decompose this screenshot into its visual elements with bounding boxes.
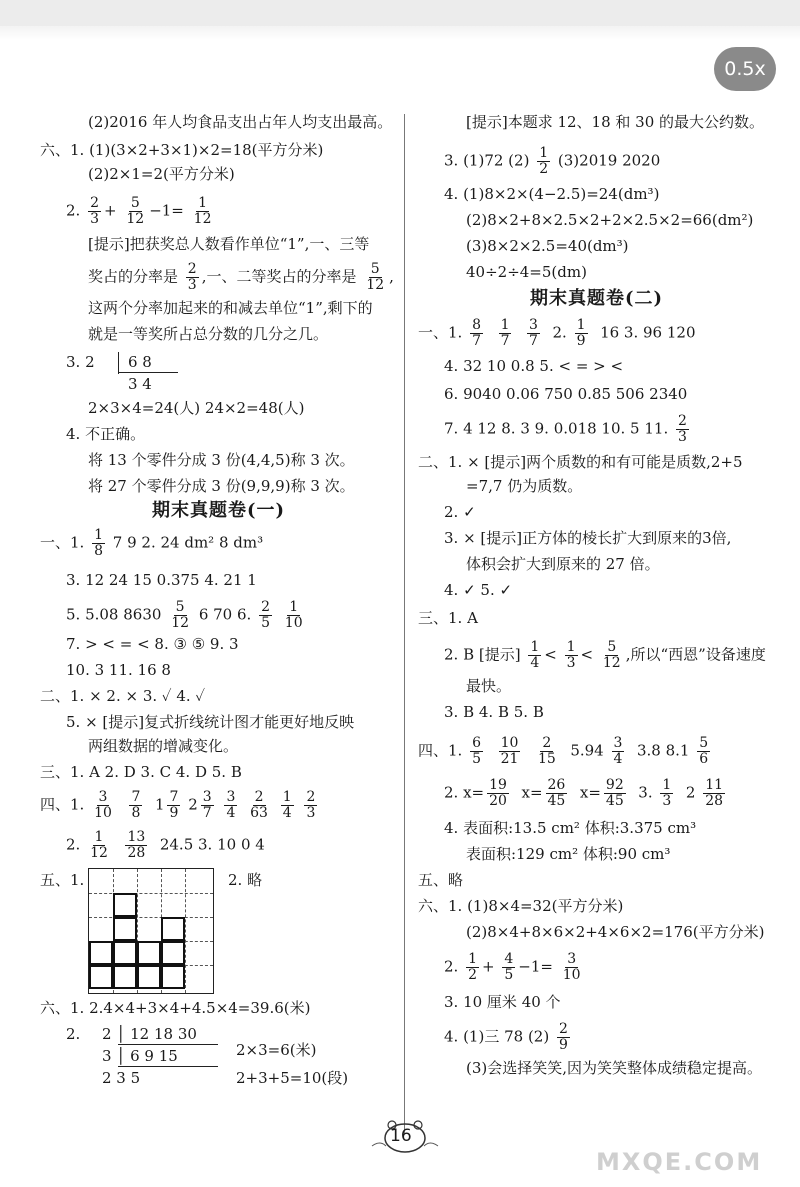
answer-line: 2. ✓ — [444, 503, 476, 521]
fraction: $\frac{3}{10}$ — [562, 951, 581, 983]
fraction-line: 2. $\frac{2}{3}$ + $\frac{5}{12}$ −1= $\frac{1}{12}$ — [66, 195, 212, 227]
fraction: $\frac{1}{7}$ — [500, 317, 510, 349]
answer-line: 一、1. $\frac{1}{8}$ 7 9 2. 24 dm² 8 dm³ — [40, 527, 264, 559]
answer-line: 4. 32 10 0.8 5. < = > < — [444, 357, 624, 375]
section-title: 期末真题卷(二) — [530, 288, 664, 309]
answer-line: 3. (1)72 (2) $\frac{1}{2}$ (3)2019 2020 — [444, 145, 661, 177]
fraction: $\frac{1}{12}$ — [193, 195, 212, 227]
answer-line: (3)会选择笑笑,因为笑笑整体成绩稳定提高。 — [466, 1059, 763, 1077]
answer-line: (3)8×2×2.5=40(dm³) — [466, 237, 629, 255]
answer-line: 2×3×4=24(人) 24×2=48(人) — [88, 399, 305, 417]
fraction: $\frac{7}{9}$ — [169, 789, 179, 821]
fraction: $\frac{2}{5}$ — [261, 599, 270, 631]
fraction: $\frac{5}{12}$ — [171, 599, 190, 631]
answer-line: 4. (1)三 78 (2) $\frac{2}{9}$ — [444, 1021, 568, 1053]
answer-line: 2×3=6(米) — [236, 1041, 317, 1059]
answer-line: 40÷2÷4=5(dm) — [466, 263, 587, 281]
watermark: MXQE.COM — [596, 1148, 763, 1176]
ladder-bar — [118, 1066, 218, 1067]
fraction: $\frac{1}{4}$ — [282, 789, 292, 821]
fraction: $\frac{2}{63}$ — [250, 789, 268, 821]
answer-line: 3. B 4. B 5. B — [444, 703, 544, 721]
answer-line: 7. > < = < 8. ③ ⑤ 9. 3 — [66, 635, 239, 653]
answer-line: (2)2×1=2(平方分米) — [88, 165, 235, 183]
grid-square — [113, 965, 137, 989]
fraction-line: 一、1. $\frac{8}{7}$ $\frac{1}{7}$ $\frac{3}{7}$ 2. $\frac{1}{9}$ 16 3. 96 120 — [418, 317, 696, 349]
fraction: $\frac{1}{9}$ — [576, 317, 586, 349]
block-view-grid — [88, 868, 214, 994]
grid-square — [113, 893, 137, 917]
answer-line: 五、略 — [418, 871, 464, 889]
answer-line: 六、1. (1)(3×2+3×1)×2=18(平方分米) — [40, 141, 324, 159]
fraction: $\frac{4}{5}$ — [504, 951, 514, 983]
answer-line: 二、1. × 2. × 3. ✓ 4. ✓ — [40, 687, 206, 705]
hint-line: 两组数据的增减变化。 — [88, 737, 239, 755]
fraction: $\frac{5}{12}$ — [602, 639, 621, 671]
hint-line: 体积会扩大到原来的 27 倍。 — [466, 555, 660, 573]
ladder-bar — [118, 372, 178, 373]
section-title: 期末真题卷(一) — [152, 500, 286, 521]
fraction-line: 2. $\frac{1}{2}$ + $\frac{4}{5}$ −1= $\frac{3}{10}$ — [444, 951, 581, 983]
fraction: $\frac{7}{8}$ — [131, 789, 141, 821]
fraction: $\frac{2}{3}$ — [678, 413, 687, 445]
fraction: $\frac{6}{5}$ — [472, 735, 482, 767]
fraction: $\frac{5}{6}$ — [699, 735, 709, 767]
top-bar — [0, 0, 800, 26]
fraction: $\frac{1}{8}$ — [94, 527, 104, 559]
fraction: $\frac{3}{7}$ — [202, 789, 212, 821]
fraction: $\frac{1}{3}$ — [566, 639, 576, 671]
fraction: $\frac{92}{45}$ — [605, 777, 624, 809]
fraction-line: 奖占的分率是 $\frac{2}{3}$ ,一、二等奖占的分率是 $\frac{5}{12}$ , — [88, 261, 394, 293]
answer-line: 将 13 个零件分成 3 份(4,4,5)称 3 次。 — [88, 451, 355, 469]
answer-line: 3. 10 厘米 40 个 — [444, 993, 561, 1011]
fraction: $\frac{1}{10}$ — [284, 599, 303, 631]
answer-line: (2)8×4+8×6×2+4×6×2=176(平方分米) — [466, 923, 765, 941]
fraction: $\frac{1}{12}$ — [90, 829, 108, 861]
fraction: $\frac{13}{28}$ — [127, 829, 146, 861]
grid-square — [137, 965, 161, 989]
fraction: $\frac{3}{10}$ — [94, 789, 112, 821]
answer-line: 4. 不正确。 — [66, 425, 146, 443]
hint-line: 最快。 — [466, 677, 512, 695]
answer-line: 2. 略 — [228, 871, 263, 889]
hint-line: 5. × [提示]复式折线统计图才能更好地反映 — [66, 713, 355, 731]
page-number: 16 — [390, 1126, 412, 1146]
answer-line: 6. 9040 0.06 750 0.85 506 2340 — [444, 385, 688, 403]
grid-square — [161, 941, 185, 965]
ladder-row: 3 │ 6 9 15 — [102, 1047, 178, 1065]
grid-square — [161, 965, 185, 989]
fraction: $\frac{26}{45}$ — [547, 777, 566, 809]
hint-line: [提示]把获奖总人数看作单位“1”,一、三等 — [88, 235, 370, 253]
fraction: $\frac{3}{7}$ — [529, 317, 538, 349]
column-divider — [404, 114, 405, 1134]
ladder-bar — [118, 352, 119, 374]
fraction: $\frac{1}{4}$ — [530, 639, 540, 671]
fraction-line: 2. $\frac{1}{12}$ $\frac{13}{28}$ 24.5 3. 10 0 4 — [66, 829, 265, 861]
ladder-start: 3. 2 — [66, 353, 95, 371]
fraction-line: 2. x= $\frac{19}{20}$ x= $\frac{26}{45}$ x= $\frac{92}{45}$ 3. $\frac{1}{3}$ 2 $\frac{11}{28}$ — [444, 777, 724, 809]
grid-square — [113, 941, 137, 965]
fraction: $\frac{11}{28}$ — [705, 777, 724, 809]
answer-line: 4. (1)8×2×(4−2.5)=24(dm³) — [444, 185, 660, 203]
ladder-row: 2 3 5 — [102, 1069, 141, 1087]
hint-line: 3. × [提示]正方体的棱长扩大到原来的3倍, — [444, 529, 732, 547]
fraction: $\frac{1}{3}$ — [662, 777, 672, 809]
item-number: 2. — [66, 201, 81, 220]
hint-line: 2. B [提示] $\frac{1}{4}$ < $\frac{1}{3}$ < $\frac{5}{12}$ ,所以“西恩”设备速度 — [444, 639, 766, 671]
grid-square — [89, 941, 113, 965]
fraction: $\frac{10}{21}$ — [500, 735, 519, 767]
fraction: $\frac{2}{3}$ — [306, 789, 316, 821]
answer-line: 六、1. (1)8×4=32(平方分米) — [418, 897, 624, 915]
answer-line: 2+3+5=10(段) — [236, 1069, 349, 1087]
fraction: $\frac{3}{4}$ — [226, 789, 236, 821]
answer-line: 将 27 个零件分成 3 份(9,9,9)称 3 次。 — [88, 477, 355, 495]
fraction: $\frac{2}{3}$ — [90, 195, 100, 227]
fraction: $\frac{2}{3}$ — [187, 261, 197, 293]
fraction: $\frac{1}{2}$ — [539, 145, 549, 177]
answer-line: 5. 5.08 8630 $\frac{5}{12}$ 6 70 6. $\frac{2}{5}$ $\frac{1}{10}$ — [66, 599, 303, 631]
answer-line: 4. ✓ 5. ✓ — [444, 581, 513, 599]
fraction: $\frac{3}{4}$ — [613, 735, 623, 767]
grid-square — [161, 917, 185, 941]
ladder-row: 6 8 — [128, 353, 152, 371]
fraction: $\frac{2}{9}$ — [558, 1021, 568, 1053]
answer-line: 三、1. A 2. D 3. C 4. D 5. B — [40, 763, 242, 781]
answer-line: 10. 3 11. 16 8 — [66, 661, 171, 679]
grid-square — [89, 965, 113, 989]
answer-line: 7. 4 12 8. 3 9. 0.018 10. 5 11. $\frac{2}{3}$ — [444, 413, 687, 445]
grid-square — [113, 917, 137, 941]
ladder-row: 2 │ 12 18 30 — [102, 1025, 197, 1043]
answer-line: 六、1. 2.4×4+3×4+4.5×4=39.6(米) — [40, 999, 311, 1017]
fraction-line: 四、1. $\frac{6}{5}$ $\frac{10}{21}$ $\frac{2}{15}$ 5.94 $\frac{3}{4}$ 3.8 8.1 $\frac{5}{6}$ — [418, 735, 709, 767]
grid-square — [137, 941, 161, 965]
answer-line: 五、1. — [40, 871, 85, 889]
top-shade — [0, 26, 800, 40]
answer-line: 4. 表面积:13.5 cm² 体积:3.375 cm³ — [444, 819, 697, 837]
fraction: $\frac{8}{7}$ — [472, 317, 482, 349]
fraction: $\frac{5}{12}$ — [366, 261, 385, 293]
answer-line: 三、1. A — [418, 609, 478, 627]
hint-line: [提示]本题求 12、18 和 30 的最大公约数。 — [466, 113, 765, 131]
answer-line: 表面积:129 cm² 体积:90 cm³ — [466, 845, 671, 863]
fraction-line: 四、1. $\frac{3}{10}$ $\frac{7}{8}$ 1 $\frac{7}{9}$ 2 $\frac{3}{7}$ $\frac{3}{4}$ $\frac{2}{63}$ $\frac{1}{4}$ $\frac{2}{3}$ — [40, 789, 316, 821]
answer-line: 3. 12 24 15 0.375 4. 21 1 — [66, 571, 257, 589]
ladder-bar — [118, 1044, 218, 1045]
hint-line: 二、1. × [提示]两个质数的和有可能是质数,2+5 — [418, 453, 743, 471]
hint-line: 这两个分率加起来的和减去单位“1”,剩下的 — [88, 299, 373, 317]
answer-line: 2. — [66, 1025, 81, 1043]
fraction: $\frac{5}{12}$ — [126, 195, 145, 227]
fraction: $\frac{19}{20}$ — [489, 777, 507, 809]
fraction: $\frac{1}{2}$ — [468, 951, 478, 983]
fraction: $\frac{2}{15}$ — [537, 735, 556, 767]
answer-line: (2)8×2+8×2.5×2+2×2.5×2=66(dm²) — [466, 211, 754, 229]
hint-line: 就是一等奖所占总分数的几分之几。 — [88, 325, 329, 343]
hint-line: =7,7 仍为质数。 — [466, 477, 583, 495]
playback-speed-button[interactable]: 0.5x — [714, 47, 776, 91]
answer-line: (2)2016 年人均食品支出占年人均支出最高。 — [88, 113, 393, 131]
ladder-row: 3 4 — [128, 375, 152, 393]
